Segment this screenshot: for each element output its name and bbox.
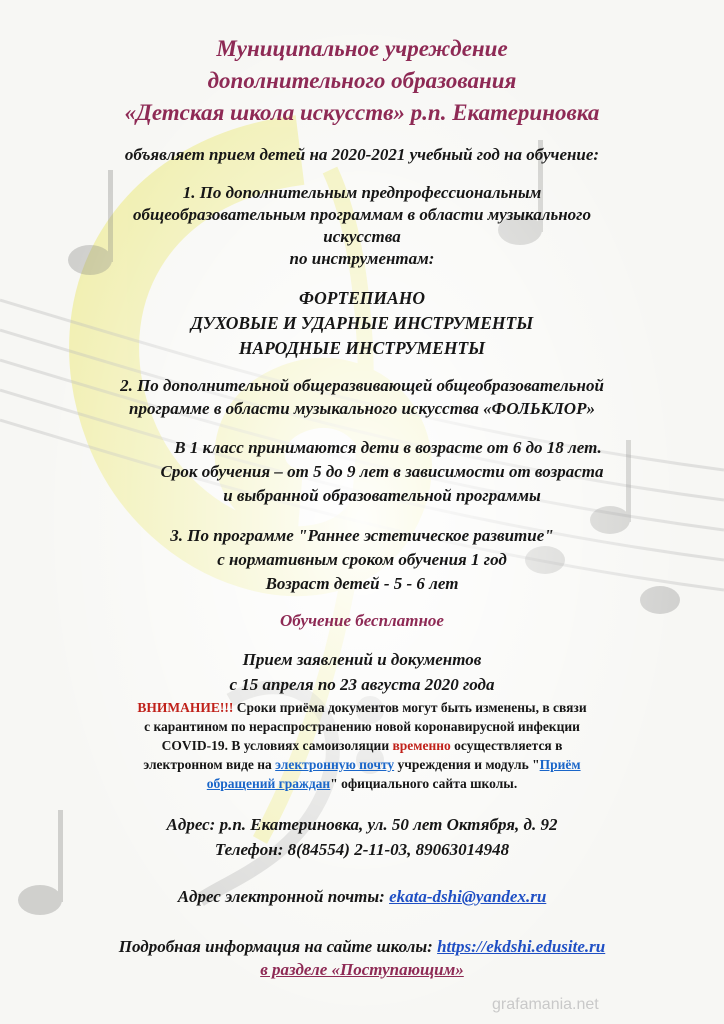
temporarily-word: временно xyxy=(392,738,451,753)
header-line-3: «Детская школа искусств» р.п. Екатериновка xyxy=(124,100,600,125)
citizen-requests-link-part2[interactable]: обращений граждан xyxy=(206,776,331,791)
email-label: Адрес электронной почты: xyxy=(177,887,390,906)
period-line-1: Прием заявлений и документов xyxy=(242,650,482,669)
site-line xyxy=(0,937,724,957)
email-link-inline[interactable]: электронную почту xyxy=(275,757,395,772)
section3-line-2: с нормативным сроком обучения 1 год xyxy=(217,550,507,569)
email-line xyxy=(0,887,724,907)
period-line-2: с 15 апреля по 23 августа 2020 года xyxy=(229,675,495,694)
notice-text-4b: учреждения и модуль " xyxy=(394,757,540,772)
admission-line-1: В 1 класс принимаются дети в возрасте от 6 до 18 лет. xyxy=(174,438,602,457)
section2-line-1: 2. По дополнительной общеразвивающей общеобразовательной xyxy=(120,376,604,395)
site-section-text[interactable]: в разделе «Поступающим» xyxy=(260,960,464,979)
notice-line-4 xyxy=(0,757,724,773)
instrument-folk: НАРОДНЫЕ ИНСТРУМЕНТЫ xyxy=(238,338,486,358)
notice-text-3a: COVID-19. В условиях самоизоляции xyxy=(161,738,393,753)
section1-line-2: общеобразовательным программам в области музыкального xyxy=(133,205,591,224)
citizen-requests-link-part1[interactable]: Приём xyxy=(539,757,581,772)
header-line-2: дополнительного образования xyxy=(207,68,517,93)
site-section-link[interactable] xyxy=(0,960,724,980)
notice-line-3 xyxy=(0,738,724,754)
notice-text-5b: " официального сайта школы. xyxy=(330,776,518,791)
notice-text-1: Сроки приёма документов могут быть изменены, в связи xyxy=(233,700,587,715)
notice-text-4a: электронном виде на xyxy=(143,757,276,772)
instrument-wind-percussion: ДУХОВЫЕ И УДАРНЫЕ ИНСТРУМЕНТЫ xyxy=(190,313,534,333)
section1-line-3: искусства xyxy=(323,227,401,246)
watermark-text: grafamania.net xyxy=(492,996,599,1013)
header-line-1: Муниципальное учреждение xyxy=(216,36,508,61)
section3-line-1: 3. По программе "Раннее эстетическое развитие" xyxy=(170,526,554,545)
section3-line-3: Возраст детей - 5 - 6 лет xyxy=(265,574,459,593)
intro-text: объявляет прием детей на 2020-2021 учебный год на обучение: xyxy=(124,145,600,164)
site-label: Подробная информация на сайте школы: xyxy=(118,937,438,956)
warning-label: ВНИМАНИЕ!!! xyxy=(137,700,234,715)
notice-text-3c: осуществляется в xyxy=(450,738,563,753)
section2-line-2: программе в области музыкального искусства «ФОЛЬКЛОР» xyxy=(129,399,595,418)
section1-line-1: 1. По дополнительным предпрофессиональным xyxy=(182,183,542,202)
phone-text: Телефон: 8(84554) 2-11-03, 89063014948 xyxy=(214,840,510,859)
free-education-note: Обучение бесплатное xyxy=(280,611,444,630)
instrument-piano: ФОРТЕПИАНО xyxy=(299,288,425,308)
notice-line-5 xyxy=(0,776,724,792)
section1-line-4: по инструментам: xyxy=(289,249,435,268)
email-link[interactable]: ekata-dshi@yandex.ru xyxy=(389,887,547,906)
address-text: Адрес: р.п. Екатериновка, ул. 50 лет Октября, д. 92 xyxy=(166,815,558,834)
notice-line-1 xyxy=(0,700,724,716)
admission-line-3: и выбранной образовательной программы xyxy=(223,486,541,505)
admission-line-2: Срок обучения – от 5 до 9 лет в зависимости от возраста xyxy=(160,462,604,481)
notice-line-2: с карантином по нераспространению новой коронавирусной инфекции xyxy=(144,719,580,734)
site-link[interactable]: https://ekdshi.edusite.ru xyxy=(437,937,606,956)
